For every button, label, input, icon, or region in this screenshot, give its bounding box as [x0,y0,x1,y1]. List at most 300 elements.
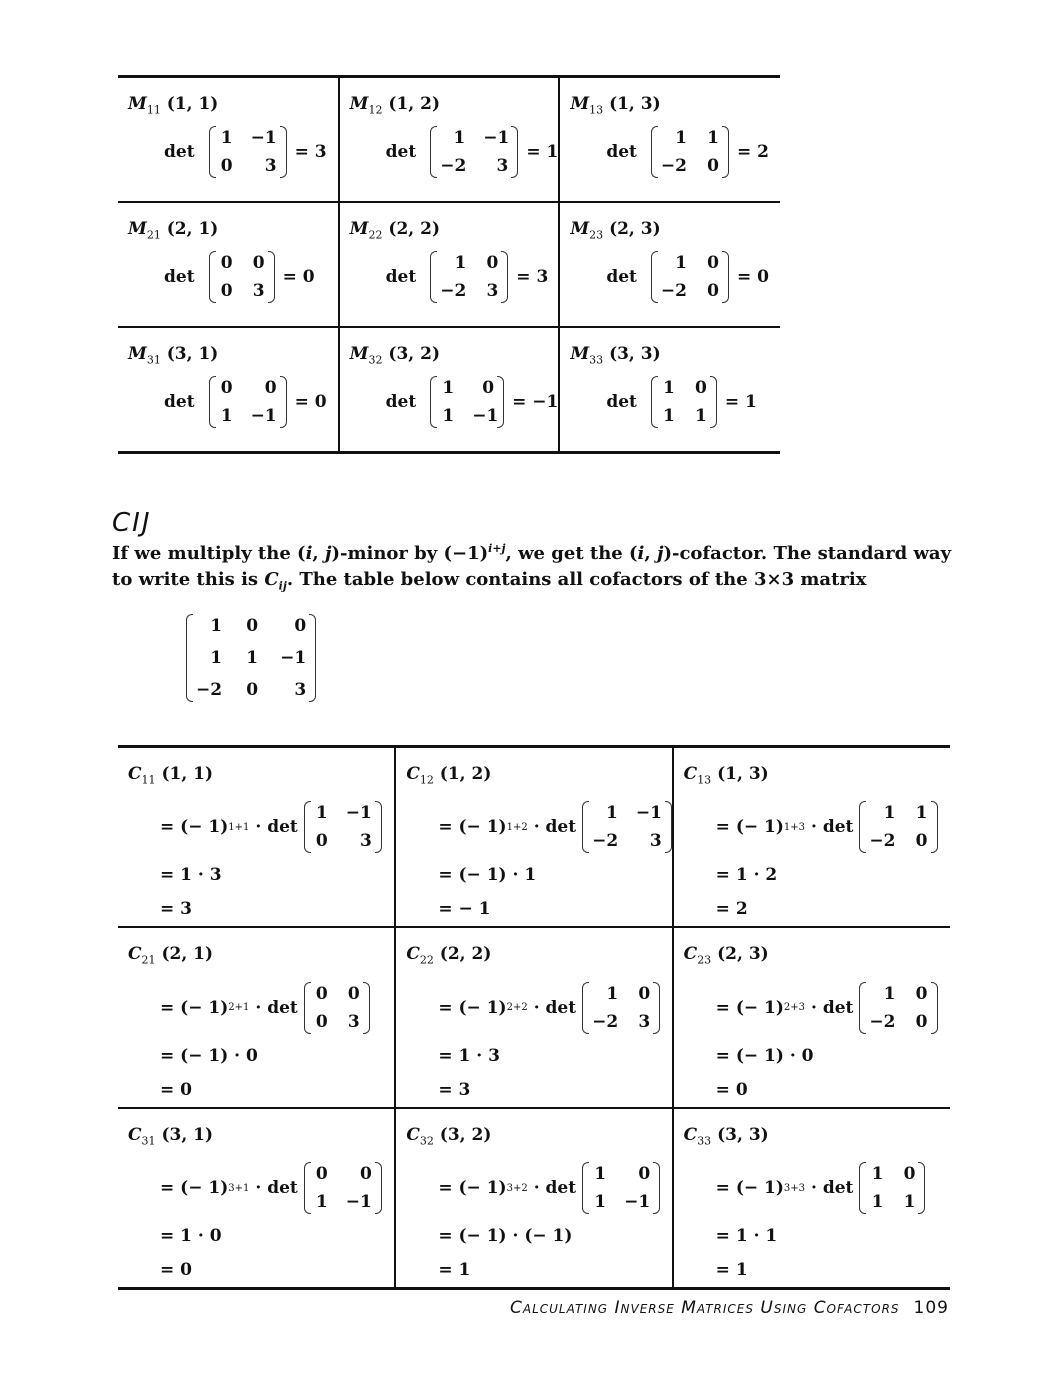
matrix-entry: 1 [663,406,675,427]
subscript-ij: ij [278,579,287,593]
var-j: j [656,543,664,564]
cofactor-title [674,748,950,786]
sign-exponent: 2+2 [506,1002,528,1014]
matrix [430,251,508,303]
det-label: · det [811,997,854,1018]
cofactors-row [118,927,950,1107]
minor-body [118,116,338,178]
cofactor-position: (2, 3) [717,944,769,965]
minor-cell [339,77,560,203]
minor-result: = 3 [294,142,327,163]
cofactor-subscript: 23 [697,953,712,967]
matrix-entry: −1 [635,803,662,824]
matrix-entry: −1 [345,803,372,824]
matrix-entry: 1 [903,1192,916,1213]
det-label: det [606,267,637,288]
matrix-entry: 0 [246,680,259,700]
minor-body [118,241,338,303]
matrix [582,1162,660,1214]
minor-title [560,203,780,241]
cofactor-cell [673,927,950,1107]
sign-factor: = (− 1) [438,817,507,838]
matrix-entry: 3 [252,281,265,302]
cofactor-body [396,967,671,1107]
minor-result: = 1 [526,142,559,163]
cofactor-subscript: 32 [419,1134,434,1148]
minor-title [340,328,559,366]
matrix-entry: 1 [442,378,455,399]
minor-position: (3, 3) [609,344,661,364]
matrix-entry: −2 [660,156,687,177]
cofactor-title [118,928,394,966]
cofactor-line-3: = 0 [160,1260,192,1281]
matrix-entry: −1 [250,406,277,427]
matrix-entry: 1 [707,128,719,149]
minor-title [118,328,338,366]
matrix-entry: 0 [695,378,707,399]
matrix-entry: 0 [315,983,328,1004]
matrix-entry: 3 [360,831,372,852]
matrix [582,982,660,1034]
minor-position: (2, 1) [166,219,219,239]
matrix [859,982,937,1034]
matrix [582,801,672,853]
minor-result: = −1 [512,392,559,413]
matrix-entry: 0 [707,156,719,177]
cofactor-symbol: C [406,764,420,784]
cofactor-line-2: = (− 1) · 0 [160,1045,258,1066]
cofactor-line-1 [160,796,394,858]
matrix-entry: −1 [483,128,510,149]
matrix-entry: −2 [196,680,223,700]
matrix-entry: 3 [638,1011,651,1032]
cofactor-position: (3, 1) [161,1124,214,1145]
sign-exponent: 1+2 [506,821,528,833]
cofactor-cell [395,927,672,1107]
cofactor-body [118,786,394,926]
matrix [209,251,275,303]
cofactor-symbol: C [406,944,420,965]
matrix-entry: 1 [871,1164,884,1185]
minor-subscript: 12 [368,103,383,117]
sign-factor: = (− 1) [715,1178,784,1199]
matrix-entry: 3 [496,156,509,177]
minor-title [340,203,559,241]
cofactors-row [118,1108,950,1289]
matrix-entry: 3 [264,156,277,177]
matrix-entry: 1 [606,803,618,824]
cofactor-line-1 [160,977,394,1039]
minor-symbol: M [128,344,147,364]
matrix-entry: 1 [695,406,707,427]
var-i: i [305,543,313,564]
cofactor-line-2: = (− 1) · (− 1) [438,1226,573,1247]
sign-factor: = (− 1) [160,817,229,838]
matrix-entry: 1 [606,983,619,1004]
matrix [304,982,370,1034]
matrix-entry: 1 [883,803,896,824]
cofactor-symbol: C [406,1124,420,1145]
sign-factor: = (− 1) [715,817,784,838]
det-label: det [385,142,417,163]
cofactor-symbol: C [683,764,698,784]
cofactor-explanation [112,536,972,600]
minor-result: = 0 [282,267,315,288]
matrix [651,251,729,303]
matrix-entry: 0 [252,253,265,274]
minor-cell [559,202,780,327]
cofactor-position: (2, 2) [439,944,492,965]
minor-symbol: M [128,219,147,239]
minor-body [560,366,780,428]
cofactor-cell [395,747,672,928]
source-matrix [186,614,316,702]
cofactor-cell [395,1108,672,1289]
cofactor-subscript: 13 [697,773,712,787]
matrix-entry: 0 [246,616,259,636]
matrix-entry: 1 [915,803,928,824]
matrix-entry: −2 [592,831,619,852]
det-label: · det [255,817,298,838]
det-label: det [164,267,195,288]
minor-subscript: 11 [146,103,161,117]
cofactor-symbol: C [128,944,142,965]
cofactor-line-1 [716,977,950,1039]
matrix-entry: −2 [869,1011,896,1032]
det-label: det [164,392,195,413]
minor-body [340,366,559,428]
matrix-entry: 0 [220,156,233,177]
matrix [304,1162,382,1214]
matrix-entry: 1 [871,1192,884,1213]
matrix-entry: 0 [903,1164,916,1185]
minor-title [118,203,338,241]
minor-result: = 1 [724,392,757,413]
minors-row [118,77,780,203]
cofactor-body [396,1147,671,1287]
matrix-entry: 0 [315,1011,328,1032]
cofactor-line-1 [716,1157,950,1219]
matrix-entry: 0 [360,1164,372,1185]
cofactor-body [674,786,950,926]
cofactor-position: (3, 3) [717,1124,769,1145]
minor-subscript: 32 [368,353,383,367]
matrix-entry: 1 [442,406,455,427]
cofactor-line-2: = 1 · 0 [160,1226,222,1247]
minor-subscript: 33 [589,353,604,367]
matrix-entry: 1 [663,378,675,399]
minor-position: (2, 3) [609,219,661,239]
minor-symbol: M [570,219,590,239]
matrix-entry: 3 [294,680,307,700]
minor-symbol: M [349,344,369,364]
matrix-entry: 0 [315,831,328,852]
cofactor-symbol: C [683,944,698,965]
cofactor-cell [673,1108,950,1289]
sign-exponent: 3+1 [228,1182,250,1194]
minor-body [560,116,780,178]
matrix-entry: 3 [486,281,499,302]
matrix-entry: 0 [294,616,307,636]
cofactor-line-1 [438,977,671,1039]
cofactor-line-2: = (− 1) · 1 [438,865,537,886]
cofactor-line-3: = 0 [715,1079,748,1100]
minor-symbol: M [349,94,369,114]
minor-body [118,366,338,428]
cofactor-subscript: 11 [141,773,156,787]
cofactor-title [674,928,950,966]
minor-cell [118,77,339,203]
det-label: · det [533,817,577,838]
sign-factor: = (− 1) [438,1178,507,1199]
matrix-entry: −2 [592,1011,619,1032]
matrix-entry: 0 [707,281,719,302]
sign-exponent: 1+1 [228,821,250,833]
cofactor-subscript: 21 [141,953,156,967]
minor-position: (1, 3) [609,94,661,114]
sign-exponent: 1+3 [783,821,806,833]
matrix [209,376,287,428]
cofactor-line-2: = 1 · 3 [438,1045,500,1066]
minor-body [340,241,559,303]
minors-row [118,202,780,327]
minor-title [560,328,780,366]
var-C: C [264,569,279,590]
matrix-entry: 1 [315,1192,328,1213]
exponent: i+j [488,542,506,555]
cofactor-subscript: 22 [419,953,434,967]
matrix-entry: 1 [210,648,223,668]
cofactor-line-2: = 1 · 1 [715,1226,778,1247]
det-label: · det [255,1178,298,1199]
minor-subscript: 23 [589,228,604,242]
minor-symbol: M [349,219,369,239]
matrix-entry: 0 [915,831,928,852]
cofactor-subscript: 12 [419,773,434,787]
matrix [430,376,504,428]
matrix [859,801,937,853]
cofactor-subscript: 33 [697,1134,712,1148]
matrix-entry: −2 [869,831,896,852]
cofactor-subscript: 31 [141,1134,156,1148]
cofactor-body [118,967,394,1107]
text-part: )-cofactor. The standard way to write this is [112,543,952,590]
minor-body [560,241,780,303]
minor-title [560,78,780,116]
cofactor-line-1 [716,796,950,858]
matrix-entry: −1 [472,406,499,427]
det-label: det [606,392,637,413]
matrix-entry: 1 [220,406,233,427]
cofactor-position: (3, 2) [439,1124,492,1145]
cofactor-body [118,1147,394,1287]
sign-factor: = (− 1) [160,997,229,1018]
matrix-entry: −1 [250,128,277,149]
minor-subscript: 21 [146,228,161,242]
cofactor-symbol: C [128,764,142,784]
matrix-entry: −1 [345,1192,372,1213]
cofactor-line-2: = 1 · 2 [715,865,778,886]
cofactor-title [118,1109,394,1147]
matrix-entry: 3 [347,1011,360,1032]
det-label: · det [533,1178,577,1199]
matrix-entry: 1 [675,253,687,274]
minor-title [118,78,338,116]
page-number: 109 [913,1298,949,1318]
sign-factor: = (− 1) [715,997,784,1018]
sign-exponent: 2+3 [783,1002,806,1014]
minor-title [340,78,559,116]
matrix-entry: 1 [594,1164,607,1185]
cofactor-position: (2, 1) [161,944,214,965]
minor-symbol: M [128,94,147,114]
matrix-entry: 1 [883,983,896,1004]
matrix-entry: 0 [638,983,651,1004]
cofactor-body [674,1147,950,1287]
minor-position: (1, 2) [388,94,440,114]
matrix-entry: 0 [915,1011,928,1032]
matrix-entry: 3 [649,831,662,852]
minor-cell [559,77,780,203]
cofactor-line-3: = − 1 [438,899,491,920]
text-part: . The table below contains all cofactors of the 3×3 matrix [286,569,867,590]
minor-subscript: 13 [589,103,604,117]
matrix-entry: 0 [220,281,233,302]
minor-position: (3, 1) [166,344,219,364]
cofactor-line-3: = 3 [160,899,192,920]
text-part: , we get the ( [505,543,638,564]
matrix-entry: 1 [453,128,466,149]
sign-exponent: 2+1 [228,1002,250,1014]
matrix-entry: 0 [315,1164,328,1185]
cofactor-cell [118,927,395,1107]
matrix [651,376,717,428]
cofactor-title [674,1109,950,1147]
matrix [859,1162,925,1214]
cofactor-line-3: = 1 [715,1260,748,1281]
matrix [304,801,382,853]
cofactor-cell [673,747,950,928]
sign-factor: = (− 1) [438,997,507,1018]
minor-position: (1, 1) [166,94,219,114]
minor-cell [339,327,560,453]
cofactor-position: (1, 2) [439,764,492,784]
cofactor-title [396,748,671,786]
matrix-entry: 0 [264,378,277,399]
text-part: )-minor by (−1) [331,543,489,564]
text-comma: , [644,543,657,564]
det-label: · det [811,817,854,838]
minor-result: = 2 [736,142,769,163]
sign-factor: = (− 1) [160,1178,229,1199]
matrix-entry: −2 [440,156,467,177]
sign-exponent: 3+2 [506,1182,528,1194]
cofactors-row [118,747,950,928]
det-label: det [385,267,417,288]
minor-cell [339,202,560,327]
matrix-entry: 1 [220,128,233,149]
sign-exponent: 3+3 [783,1182,806,1194]
cofactor-line-3: = 2 [715,899,748,920]
matrix-entry: 0 [220,253,233,274]
matrix-entry: 1 [454,253,467,274]
det-label: det [606,142,637,163]
matrix-entry: 0 [482,378,495,399]
matrix-entry: 0 [486,253,499,274]
matrix [430,126,518,178]
cofactor-title [118,748,394,786]
det-label: · det [255,997,298,1018]
minor-body [340,116,559,178]
minors-table [118,75,780,454]
var-i: i [637,543,645,564]
cofactor-body [674,967,950,1107]
cofactor-line-3: = 1 [438,1260,471,1281]
matrix-entry: 1 [594,1192,607,1213]
cofactor-position: (1, 3) [717,764,769,784]
page-footer [510,1298,949,1318]
cofactor-cell [118,1108,395,1289]
det-label: det [164,142,195,163]
text-comma: , [312,543,325,564]
matrix-entry: 1 [246,648,259,668]
det-label: · det [533,997,577,1018]
minor-result: = 3 [516,267,549,288]
minor-position: (2, 2) [388,219,440,239]
matrix-entry: 0 [707,253,719,274]
matrix [651,126,729,178]
minor-symbol: M [570,344,590,364]
minor-symbol: M [570,94,590,114]
matrix-entry: 1 [315,803,328,824]
cofactor-line-2: = 1 · 3 [160,865,222,886]
cofactor-body [396,786,671,926]
cofactor-line-1 [160,1157,394,1219]
cofactor-title [396,1109,671,1147]
cofactor-title [396,928,671,966]
matrix-entry: 0 [220,378,233,399]
matrix-entry: 0 [347,983,360,1004]
det-label: det [385,392,417,413]
minor-cell [559,327,780,453]
minors-row [118,327,780,453]
matrix-entry: −1 [624,1192,651,1213]
cofactor-line-3: = 0 [160,1079,192,1100]
minor-result: = 0 [736,267,769,288]
cofactor-line-1 [438,1157,671,1219]
footer-title: Calculating Inverse Matrices Using Cofactors [510,1298,900,1318]
minor-subscript: 31 [146,353,161,367]
minor-cell [118,202,339,327]
cofactor-line-2: = (− 1) · 0 [715,1045,814,1066]
cofactors-table [118,745,950,1290]
var-j: j [324,543,332,564]
minor-cell [118,327,339,453]
cofactor-symbol: C [683,1124,698,1145]
matrix-entry: −1 [280,648,307,668]
det-label: · det [811,1178,854,1199]
matrix-entry: 0 [915,983,928,1004]
minor-result: = 0 [294,392,327,413]
cofactor-position: (1, 1) [161,764,214,784]
minor-position: (3, 2) [388,344,440,364]
section-heading: CIJ [112,508,152,538]
matrix-entry: −2 [660,281,687,302]
matrix-entry: 1 [675,128,687,149]
cofactor-line-3: = 3 [438,1079,471,1100]
matrix-entry: 1 [210,616,223,636]
minor-subscript: 22 [368,228,383,242]
